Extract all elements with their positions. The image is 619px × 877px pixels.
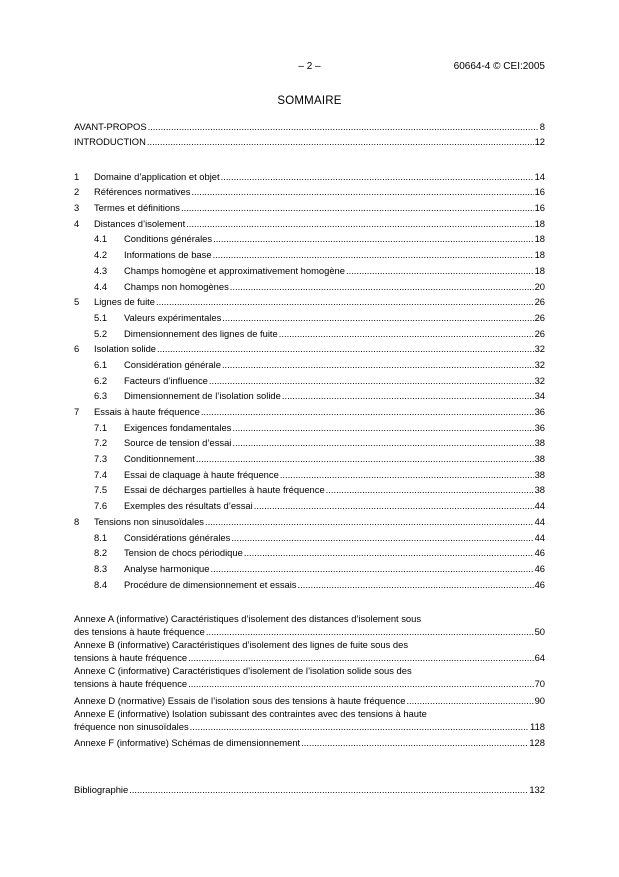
toc-entry-page: 50 <box>534 626 545 637</box>
toc-entry-subsection[interactable] <box>74 307 545 323</box>
toc-entry-text: Champs homogène et approximativement homogène <box>124 264 345 276</box>
toc-leader-dots <box>254 500 534 511</box>
toc-leader-dots <box>406 695 533 706</box>
toc-front-matter <box>74 116 545 147</box>
toc-entry-page: 32 <box>534 358 545 370</box>
toc-entry-number: 5 <box>74 296 80 308</box>
toc-entry-page: 18 <box>534 264 545 276</box>
annex-last-line <box>74 733 545 749</box>
toc-entry-page: 16 <box>534 186 545 198</box>
toc-leader-dots <box>186 218 533 229</box>
toc-leader-dots <box>190 721 529 732</box>
toc-leader-dots <box>222 359 534 370</box>
toc-entry-text: fréquence non sinusoïdales <box>74 720 189 732</box>
toc-entry-annex[interactable] <box>74 612 545 637</box>
toc-entry-page: 132 <box>529 783 545 795</box>
toc-entry-text: Considérations générales <box>124 531 231 543</box>
toc-entry-page: 44 <box>534 500 545 512</box>
toc-entry-number: 4.3 <box>94 264 108 276</box>
toc-entry-page: 8 <box>539 120 545 132</box>
toc-entry-text: Domaine d’application et objet <box>94 170 220 182</box>
toc-leader-dots <box>210 563 533 574</box>
toc-entry-page: 90 <box>534 694 545 706</box>
toc-entry-number: 1 <box>74 170 80 182</box>
annex-last-line <box>74 651 545 663</box>
toc-entry-page: 38 <box>534 484 545 496</box>
toc-entry-text: Annexe D (normative) Essais de l’isolation sous des tensions à haute fréquence <box>74 694 406 706</box>
toc-entry-subsection[interactable] <box>74 448 545 464</box>
toc-leader-dots <box>280 469 534 480</box>
toc-entry-annex[interactable] <box>74 707 545 732</box>
toc-entry-number: 7 <box>74 406 80 417</box>
toc-entry-number: 2 <box>74 186 80 198</box>
toc-entry-page: 64 <box>534 652 545 663</box>
toc-entry-text: INTRODUCTION <box>74 136 146 148</box>
toc-entry-page: 44 <box>534 531 545 543</box>
toc-entry-text: Dimensionnement des lignes de fuite <box>124 327 278 339</box>
toc-entry-text: tensions à haute fréquence <box>74 678 188 689</box>
toc-entry-text: Essai de décharges partielles à haute fréquence <box>124 484 325 496</box>
toc-entry-subsection[interactable] <box>74 574 545 590</box>
toc-entry-bibliographie[interactable] <box>74 779 545 795</box>
toc-entry-number: 6.3 <box>94 390 108 402</box>
toc-leader-dots <box>213 249 534 260</box>
toc-entry-subsection[interactable] <box>74 386 545 402</box>
toc-entry-annex[interactable] <box>74 690 545 706</box>
toc-entry-section[interactable] <box>74 292 545 308</box>
annex-title-line: Annexe B (informative) Caractéristiques d’isolement des lignes de fuite sous des <box>74 639 409 650</box>
toc-entry-text: Valeurs expérimentales <box>124 311 222 323</box>
toc-entry-page: 34 <box>534 390 545 402</box>
toc-leader-dots <box>209 375 534 386</box>
toc-entry-page: 16 <box>534 202 545 214</box>
toc-entry-text: Dimensionnement de l’isolation solide <box>124 390 281 402</box>
toc-entry-number: 8.3 <box>94 562 108 574</box>
toc-entry-text: Isolation solide <box>94 343 157 355</box>
toc-entry-page: 18 <box>534 249 545 261</box>
toc-leader-dots <box>244 547 534 558</box>
toc-entry-page: 12 <box>534 136 545 148</box>
toc-entry-number: 5.1 <box>94 311 108 323</box>
toc-entry-introduction[interactable] <box>74 132 545 148</box>
toc-entry-number: 7.4 <box>94 468 108 480</box>
toc-entry-number: 7.5 <box>94 484 108 496</box>
toc-entry-text: Analyse harmonique <box>124 562 210 574</box>
toc-entry-page: 118 <box>530 720 545 732</box>
toc-entry-page: 46 <box>534 578 545 590</box>
toc-entry-page: 26 <box>534 327 545 339</box>
toc-leader-dots <box>230 281 534 292</box>
toc-entry-subsection[interactable] <box>74 417 545 433</box>
toc-leader-dots <box>191 186 533 197</box>
toc-entry-text: Essais à haute fréquence <box>94 406 200 417</box>
toc-entry-page: 36 <box>534 406 545 417</box>
annex-last-line <box>74 690 545 706</box>
annex-title-line: Annexe E (informative) Isolation subissant des contraintes avec des tensions à haute <box>74 707 427 719</box>
toc-entry-avant-propos[interactable] <box>74 116 545 132</box>
toc-entry-subsection[interactable] <box>74 354 545 370</box>
annex-last-line <box>74 677 545 689</box>
toc-entry-page: 46 <box>534 547 545 559</box>
toc-entry-number: 5.2 <box>94 327 108 339</box>
toc-entry-text: AVANT-PROPOS <box>74 120 147 132</box>
toc-entry-subsection[interactable] <box>74 543 545 559</box>
toc-entry-page: 32 <box>534 374 545 386</box>
toc-annexes <box>74 612 545 749</box>
toc-leader-dots <box>346 265 534 276</box>
toc-entry-annex[interactable] <box>74 733 545 749</box>
toc-entry-number: 8.1 <box>94 531 108 543</box>
toc-entry-section[interactable] <box>74 511 545 527</box>
toc-entry-text: Essai de claquage à haute fréquence <box>124 468 279 480</box>
toc-entry-number: 8.4 <box>94 578 108 590</box>
toc-entry-number: 8.2 <box>94 547 108 559</box>
toc-entry-number: 6 <box>74 343 80 355</box>
toc-sections <box>74 166 545 590</box>
toc-leader-dots <box>205 516 534 527</box>
annex-title-line: Annexe C (informative) Caractéristiques d’isolement de l’isolation solide sous des <box>74 665 412 676</box>
toc-entry-page: 36 <box>534 421 545 433</box>
toc-entry-number: 7.1 <box>94 421 108 433</box>
toc-entry-subsection[interactable] <box>74 229 545 245</box>
toc-leader-dots <box>148 121 539 132</box>
toc-entry-text: Annexe F (informative) Schémas de dimensionnement <box>74 737 301 749</box>
toc-entry-number: 4.4 <box>94 280 108 292</box>
toc-entry-section[interactable] <box>74 166 545 182</box>
toc-entry-section[interactable] <box>74 401 545 417</box>
toc-entry-subsection[interactable] <box>74 480 545 496</box>
toc-entry-page: 20 <box>534 280 545 292</box>
toc-entry-number: 7.3 <box>94 453 108 465</box>
toc-leader-dots <box>188 678 533 689</box>
toc-entry-text: Lignes de fuite <box>94 296 155 308</box>
toc-entry-number: 4.2 <box>94 249 108 261</box>
toc-entry-subsection[interactable] <box>74 244 545 260</box>
toc-entry-text: Bibliographie <box>74 783 129 795</box>
page-title: SOMMAIRE <box>277 95 342 107</box>
toc-entry-subsection[interactable] <box>74 464 545 480</box>
toc-leader-dots <box>147 136 534 147</box>
toc-entry-subsection[interactable] <box>74 433 545 449</box>
toc-leader-dots <box>196 453 534 464</box>
toc-entry-page: 26 <box>534 296 545 308</box>
toc-entry-subsection[interactable] <box>74 276 545 292</box>
toc-entry-page: 32 <box>534 343 545 355</box>
toc-entry-page: 38 <box>534 468 545 480</box>
toc-leader-dots <box>298 579 534 590</box>
annex-title-line: Annexe A (informative) Caractéristiques d’isolement des distances d’isolement sous <box>74 613 422 624</box>
toc-leader-dots <box>188 652 533 663</box>
toc-entry-annex[interactable] <box>74 638 545 663</box>
toc-entry-section[interactable] <box>74 213 545 229</box>
toc-leader-dots <box>201 406 534 417</box>
toc-entry-number: 6.2 <box>94 374 108 386</box>
toc-entry-text: Exemples des résultats d’essai <box>124 500 253 512</box>
toc-entry-text: Conditions générales <box>124 233 213 245</box>
toc-entry-page: 18 <box>534 217 545 229</box>
toc-leader-dots <box>222 312 533 323</box>
toc-entry-text: Tension de chocs périodique <box>124 547 243 559</box>
annex-last-line <box>74 720 545 732</box>
toc-leader-dots <box>301 737 528 748</box>
toc-entry-text: Tensions non sinusoïdales <box>94 515 204 527</box>
toc-entry-subsection[interactable] <box>74 558 545 574</box>
toc-entry-number: 6.1 <box>94 358 108 370</box>
toc-entry-page: 70 <box>534 678 545 689</box>
toc-entry-number: 3 <box>74 202 80 214</box>
toc-bibliography <box>74 779 545 795</box>
toc-leader-dots <box>221 171 534 182</box>
toc-leader-dots <box>232 437 533 448</box>
toc-entry-page: 46 <box>534 562 545 574</box>
toc-entry-text: Références normatives <box>94 186 191 198</box>
toc-entry-subsection[interactable] <box>74 370 545 386</box>
toc-entry-text: Termes et définitions <box>94 202 180 214</box>
toc-leader-dots <box>129 784 528 795</box>
toc-leader-dots <box>206 626 534 637</box>
toc-entry-page: 14 <box>534 170 545 182</box>
toc-entry-subsection[interactable] <box>74 527 545 543</box>
toc-entry-page: 38 <box>534 453 545 465</box>
toc-entry-text: Distances d’isolement <box>94 217 186 229</box>
toc-leader-dots <box>213 233 533 244</box>
annex-last-line <box>74 625 545 637</box>
toc-entry-text: Procédure de dimensionnement et essais <box>124 578 297 590</box>
toc-entry-number: 7.6 <box>94 500 108 512</box>
toc-entry-section[interactable] <box>74 182 545 198</box>
toc-entry-subsection[interactable] <box>74 495 545 511</box>
toc-entry-page: 38 <box>534 437 545 449</box>
toc-entry-section[interactable] <box>74 197 545 213</box>
toc-entry-section[interactable] <box>74 339 545 355</box>
toc-entry-page: 44 <box>534 515 545 527</box>
toc-entry-page: 128 <box>529 737 545 749</box>
toc-entry-page: 18 <box>534 233 545 245</box>
toc-entry-text: Champs non homogènes <box>124 280 229 292</box>
toc-entry-subsection[interactable] <box>74 260 545 276</box>
toc-entry-number: 4.1 <box>94 233 108 245</box>
toc-leader-dots <box>231 532 533 543</box>
toc-leader-dots <box>156 296 534 307</box>
toc-entry-annex[interactable] <box>74 664 545 689</box>
toc-leader-dots <box>279 328 534 339</box>
page-number: – 2 – <box>298 61 321 72</box>
document-reference: 60664-4 © CEI:2005 <box>453 61 545 72</box>
toc-entry-number: 8 <box>74 515 80 527</box>
toc-entry-text: Facteurs d’influence <box>124 374 208 386</box>
toc-entry-page: 26 <box>534 311 545 323</box>
toc-leader-dots <box>181 202 534 213</box>
toc-entry-text: Source de tension d’essai <box>124 437 232 449</box>
toc-entry-text: tensions à haute fréquence <box>74 652 188 663</box>
toc-leader-dots <box>326 484 534 495</box>
toc-entry-number: 7.2 <box>94 437 108 449</box>
toc-entry-text: Exigences fondamentales <box>124 421 232 433</box>
toc-entry-subsection[interactable] <box>74 323 545 339</box>
toc-entry-text: Informations de base <box>124 249 212 261</box>
toc-entry-text: Conditionnement <box>124 453 195 465</box>
toc-leader-dots <box>157 343 534 354</box>
toc-entry-number: 4 <box>74 217 80 229</box>
toc-entry-text: des tensions à haute fréquence <box>74 626 205 637</box>
toc-entry-text: Considération générale <box>124 358 221 370</box>
toc-leader-dots <box>232 422 533 433</box>
toc-leader-dots <box>282 390 534 401</box>
